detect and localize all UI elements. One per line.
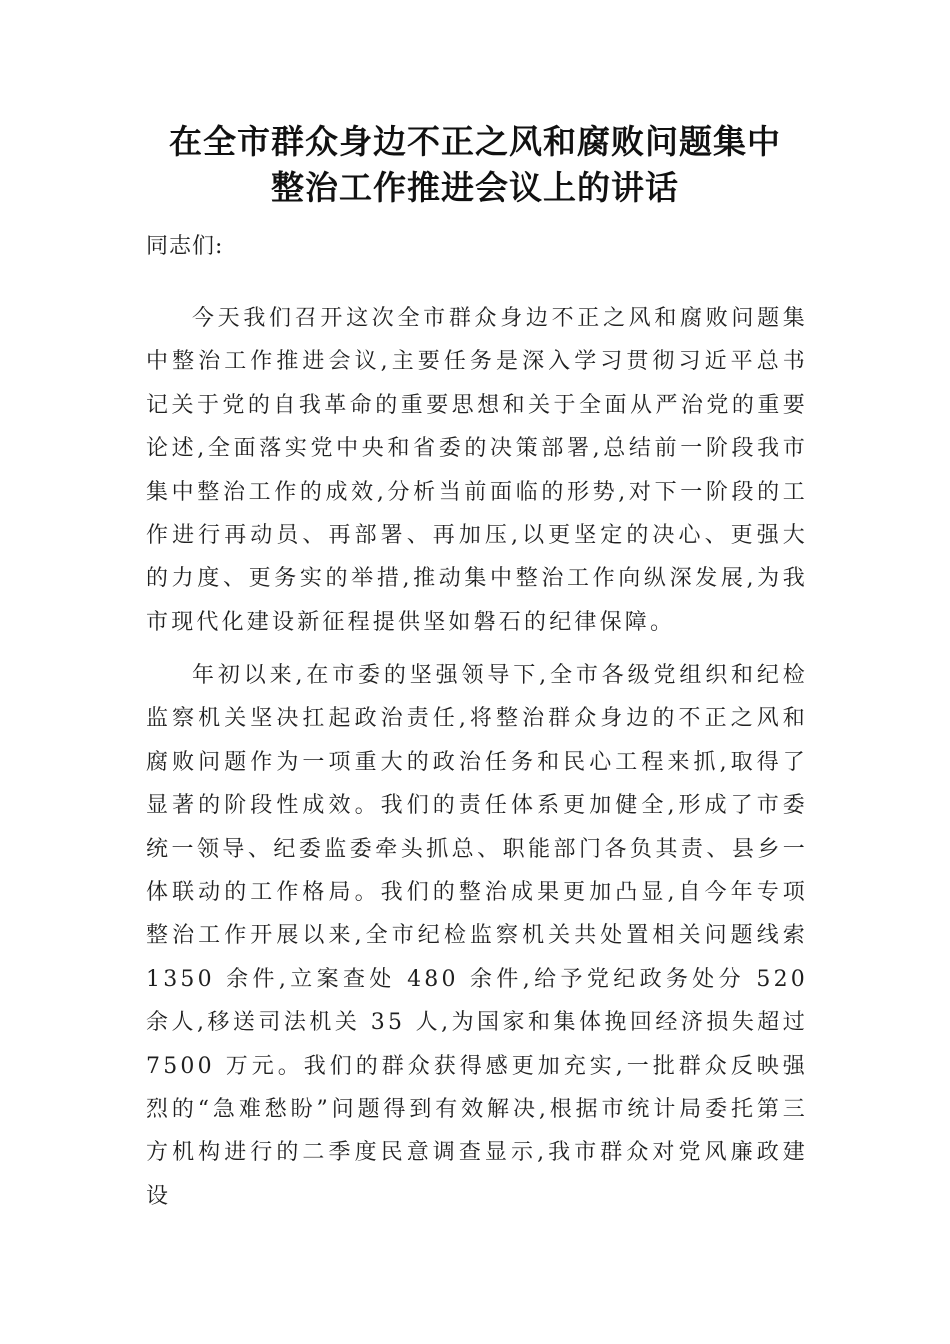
paragraph-1: 今天我们召开这次全市群众身边不正之风和腐败问题集中整治工作推进会议,主要任务是深入学习贯彻习近平总书记关于党的自我革命的重要思想和关于全面从严治党的重要论述,全面落实党中央和省委的决策部署,总结前一阶段我市集中整治工作的成效,分析当前面临的形势,对下一阶段的工作进行再动员、再部署、再加压,以更坚定的决心、更强大的力度、更务实的举措,推动集中整治工作向纵深发展,为我市现代化建设新征程提供坚如磐石的纪律保障。 [146,306,808,635]
salutation: 同志们: [146,234,224,259]
document-title-line-2: 整治工作推进会议上的讲话 [271,168,679,207]
paragraph-2: 年初以来,在市委的坚强领导下,全市各级党组织和纪检监察机关坚决扛起政治责任,将整治群众身边的不正之风和腐败问题作为一项重大的政治任务和民心工程来抓,取得了显著的阶段性成效。我们的责任体系更加健全,形成了市委统一领导、纪委监委牵头抓总、职能部门各负其责、县乡一体联动的工作格局。我们的整治成果更加凸显,自今年专项整治工作开展以来,全市纪检监察机关共处置相关问题线索 1350 余件,立案查处 480 余件,给予党纪政务处分 520 余人,移送司法机关 35 人,为国家和集体挽回经济损失超过 7500 万元。我们的群众获得感更加充实,一批群众反映强烈的“急难愁盼”问题得到有效解决,根据市统计局委托第三方机构进行的二季度民意调查显示,我市群众对党风廉政建设 [146,663,808,1209]
document-title-line-1: 在全市群众身边不正之风和腐败问题集中 [169,122,781,161]
